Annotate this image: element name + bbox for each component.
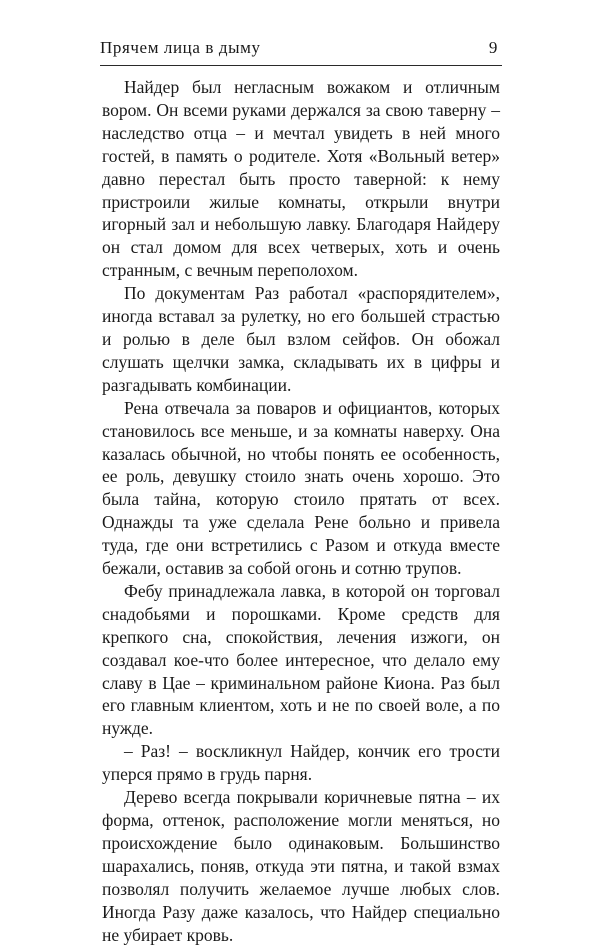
- running-title: Прячем лица в дыму: [100, 38, 261, 57]
- running-header: [100, 38, 502, 60]
- paragraph: Фебу принадлежала лавка, в которой он торговал снадобьями и порошками. Кроме средств для крепкого сна, спокойствия, лечения изжоги, он создавал кое-что более интересное, что делало ему славу в Цае – криминальном районе Киона. Раз был его главным клиентом, хоть и не по своей воле, а по нужде.: [102, 580, 500, 739]
- paragraph: По документам Раз работал «распорядителем», иногда вставал за рулетку, но его большей страстью и ролью в деле был взлом сейфов. Он обожал слушать щелчки замка, складывать их в цифры и разгадывать комбинации.: [102, 283, 500, 395]
- paragraph: Дерево всегда покрывали коричневые пятна – их форма, оттенок, расположение могли меняться, но происхождение было одинаковым. Большинство шарахались, поняв, откуда эти пятна, и такой взмах позволял получить желаемое лучше любых слов. Иногда Разу даже казалось, что Найдер специально не убирает кровь.: [102, 787, 500, 945]
- paragraph: – Раз! – воскликнул Найдер, кончик его трости уперся прямо в грудь парня.: [102, 741, 500, 785]
- paragraph: Рена отвечала за поваров и официантов, которых становилось все меньше, и за комнаты наверху. Она казалась обычной, но чтобы понять ее особенность, ее роль, девушку стоило знать очень хорошо. Это была тайна, которую стоило прятать от всех. Однажды та уже сделала Рене больно и привела туда, где они встретились с Разом и откуда вместе бежали, оставив за собой огонь и сотню трупов.: [102, 397, 500, 579]
- page-number: 9: [488, 38, 498, 57]
- header-rule: [100, 65, 502, 66]
- paragraph: Найдер был негласным вожаком и отличным вором. Он всеми руками держался за свою таверну – наследство отца – и мечтал увидеть в ней много гостей, в память о родителе. Хотя «Вольный ветер» давно перестал быть просто таверной: к нему пристроили жилые комнаты, открыли внутри игорный зал и небольшую лавку. Благодаря Найдеру он стал домом для всех четверых, хоть и очень странным, с вечным переполохом.: [102, 77, 500, 281]
- body-text: [102, 76, 500, 946]
